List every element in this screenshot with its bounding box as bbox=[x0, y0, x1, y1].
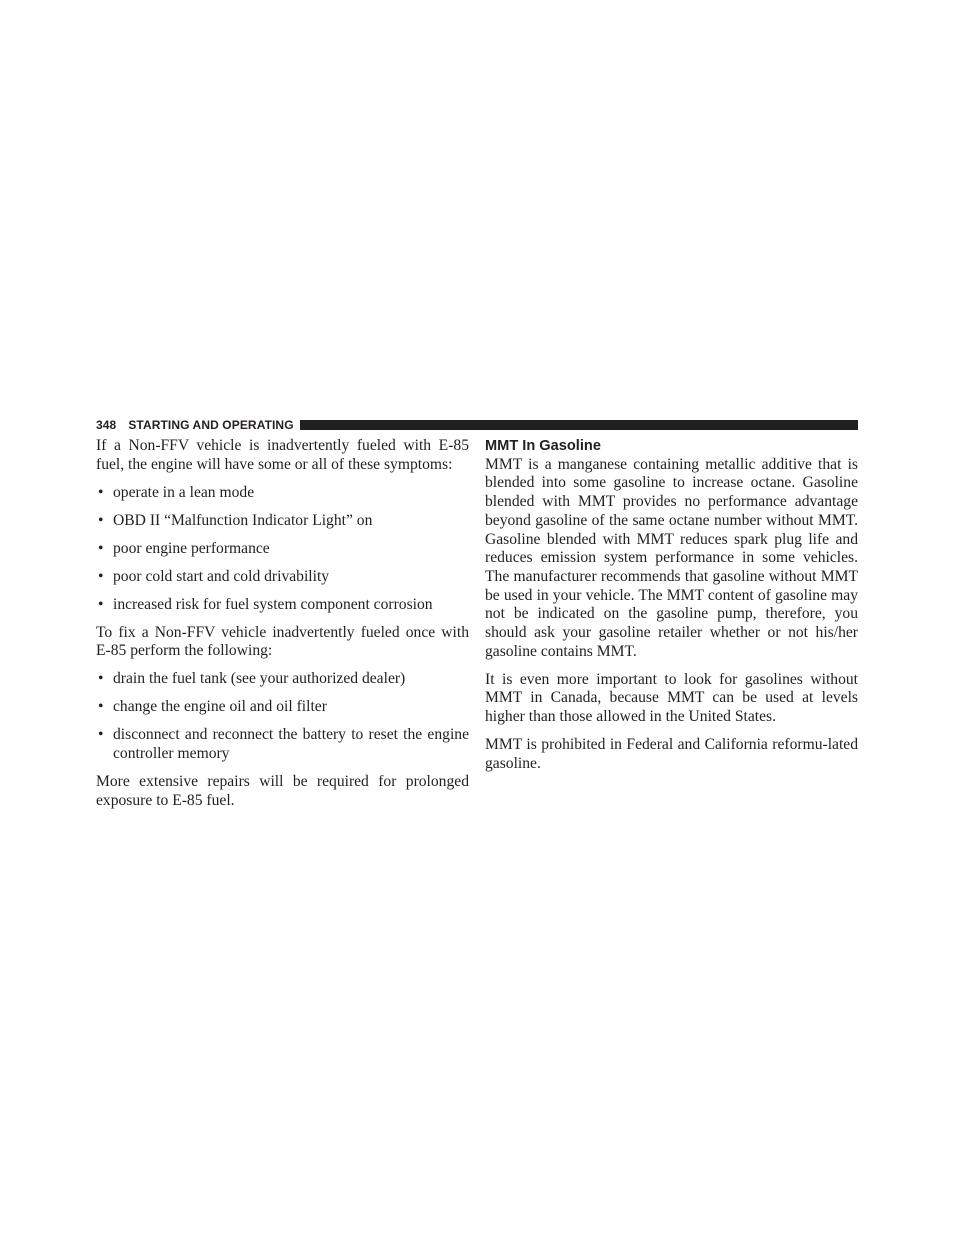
list-item-text: operate in a lean mode bbox=[113, 483, 255, 501]
list-item bbox=[96, 698, 469, 717]
body-paragraph: MMT is prohibited in Federal and California reformu-lated gasoline. bbox=[485, 736, 858, 772]
body-paragraph: It is even more important to look for gasolines without MMT in Canada, because MMT can be used at levels higher than those allowed in the United States. bbox=[485, 670, 858, 726]
page-number: 348 bbox=[96, 418, 117, 432]
header-rule bbox=[300, 420, 858, 430]
fix-steps-list bbox=[96, 670, 469, 763]
list-item-text: poor engine performance bbox=[113, 539, 270, 557]
body-paragraph: MMT is a manganese containing metallic additive that is blended into some gasoline to increase octane. Gasoline blended with MMT provides no performance advantage beyond gasoline of the same octane number without MMT. Gasoline blended with MMT reduces spark plug life and reduces emission system performance in some vehicles. The manufacturer recommends that gasoline without MMT be used in your vehicle. The MMT content of gasoline may not be indicated on the gasoline pump, therefore, you should ask your gasoline retailer whether or not his/her gasoline contains MMT. bbox=[485, 455, 858, 660]
list-item-text: poor cold start and cold drivability bbox=[113, 567, 330, 585]
bullet-icon: • bbox=[98, 539, 104, 557]
bullet-icon: • bbox=[98, 511, 104, 529]
bullet-icon: • bbox=[98, 595, 104, 613]
list-item-text: increased risk for fuel system component corrosion bbox=[113, 595, 433, 613]
list-item bbox=[96, 670, 469, 689]
page-header bbox=[96, 417, 858, 433]
list-item bbox=[96, 484, 469, 503]
symptom-list bbox=[96, 484, 469, 615]
list-item-text: disconnect and reconnect the battery to reset the engine controller memory bbox=[113, 726, 469, 763]
list-item bbox=[96, 540, 469, 559]
intro-paragraph: If a Non-FFV vehicle is inadvertently fueled with E-85 fuel, the engine will have some or all of these symptoms: bbox=[96, 437, 469, 473]
section-title: STARTING AND OPERATING bbox=[128, 418, 294, 432]
bullet-icon: • bbox=[98, 726, 104, 744]
closing-paragraph: More extensive repairs will be required for prolonged exposure to E-85 fuel. bbox=[96, 773, 469, 809]
list-item bbox=[96, 568, 469, 587]
fix-intro-paragraph: To fix a Non-FFV vehicle inadvertently fueled once with E-85 perform the following: bbox=[96, 623, 469, 660]
bullet-icon: • bbox=[98, 567, 104, 585]
section-heading: MMT In Gasoline bbox=[485, 438, 601, 454]
list-item bbox=[96, 596, 469, 615]
list-item bbox=[96, 512, 469, 531]
list-item bbox=[96, 726, 469, 763]
list-item-text: OBD II “Malfunction Indicator Light” on bbox=[113, 511, 373, 529]
list-item-text: change the engine oil and oil filter bbox=[113, 698, 327, 716]
bullet-icon: • bbox=[98, 670, 104, 688]
bullet-icon: • bbox=[98, 698, 104, 716]
bullet-icon: • bbox=[98, 483, 104, 501]
list-item-text: drain the fuel tank (see your authorized dealer) bbox=[113, 670, 406, 688]
right-column bbox=[485, 437, 858, 774]
left-column bbox=[96, 437, 469, 811]
